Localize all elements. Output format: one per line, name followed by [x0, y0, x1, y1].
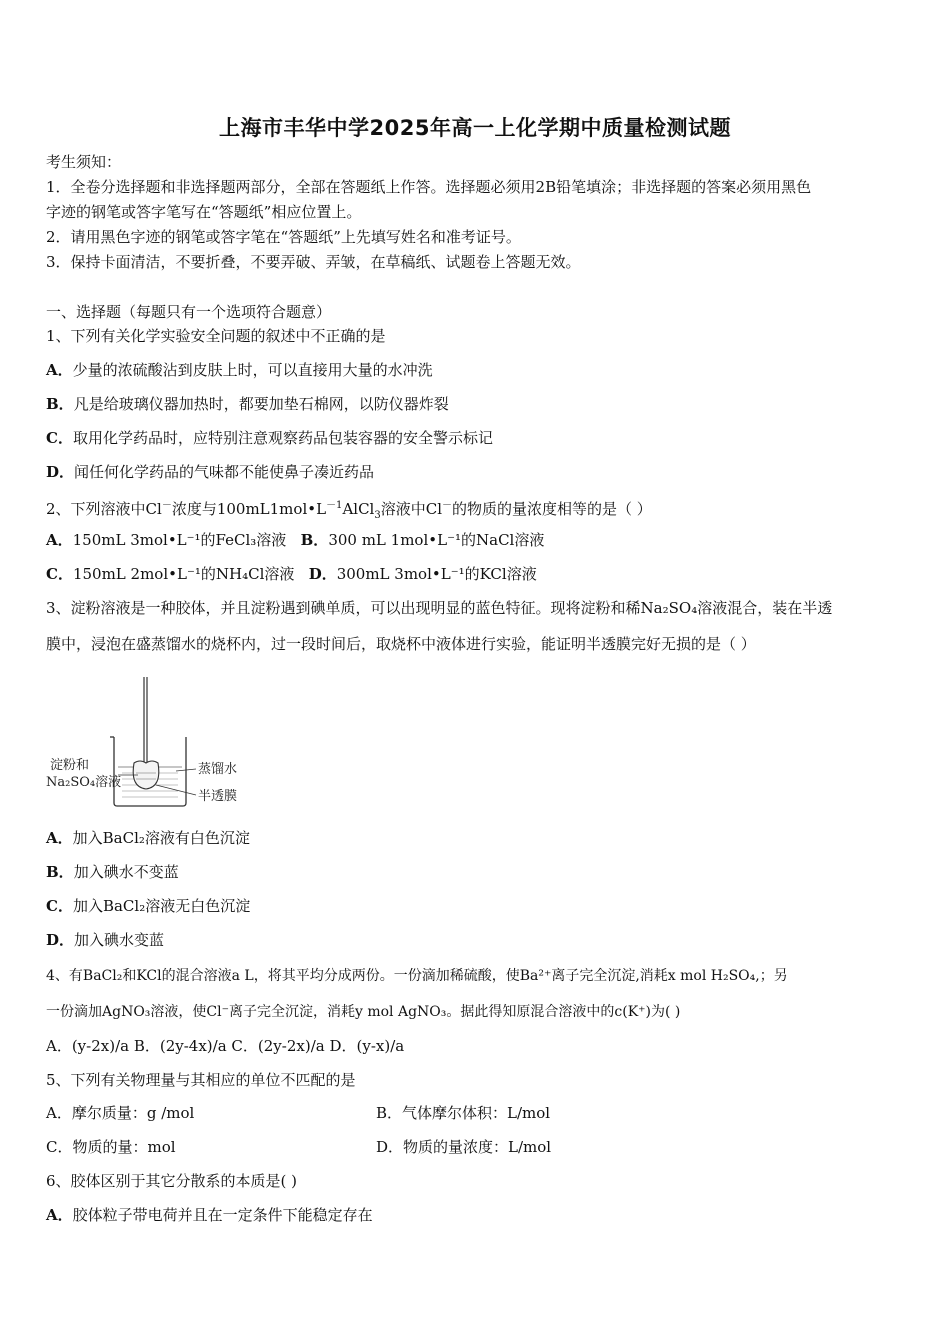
notice-item-1a: 1．全卷分选择题和非选择题两部分，全部在答题纸上作答。选择题必须用2B铅笔填涂；非选择题的答案必须用黑色	[46, 178, 812, 196]
q5-stem: 5、下列有关物理量与其相应的单位不匹配的是	[46, 1071, 356, 1089]
q5-option-a: A．摩尔质量：g /mol	[46, 1104, 195, 1122]
fig-label-distilled-water: 蒸馏水	[198, 762, 238, 777]
q5-option-b: B．气体摩尔体积：L/mol	[376, 1104, 551, 1122]
q6-stem: 6、胶体区别于其它分散系的本质是( )	[46, 1172, 298, 1190]
q1-stem: 1、下列有关化学实验安全问题的叙述中不正确的是	[46, 327, 386, 345]
q1-option-a: A．少量的浓硫酸沾到皮肤上时，可以直接用大量的水冲洗	[46, 361, 433, 379]
q3-stem-b: 膜中，浸泡在盛蒸馏水的烧杯内，过一段时间后，取烧杯中液体进行实验，能证明半透膜完好无损的是（ ）	[46, 635, 756, 653]
page-title: 上海市丰华中学2025年高一上化学期中质量检测试题	[219, 116, 731, 140]
q1-option-b: B．凡是给玻璃仪器加热时，都要加垫石棉网，以防仪器炸裂	[46, 395, 449, 413]
q2-stem: 2、下列溶液中Cl－浓度与$100mL1mol•L^{-1}AlCl_3$溶液中Cl－的物质的量浓度相等的是（ ）	[46, 500, 652, 521]
fig-label-starch: 淀粉和	[50, 758, 90, 773]
q3-option-a: A．加入BaCl₂溶液有白色沉淀	[46, 829, 250, 847]
q3-option-d: D．加入碘水变蓝	[46, 931, 165, 949]
q3-stem-a: 3、淀粉溶液是一种胶体，并且淀粉遇到碘单质，可以出现明显的蓝色特征。现将淀粉和稀Na₂SO₄溶液混合，装在半透	[46, 599, 833, 617]
q5-option-d: D．物质的量浓度：L/mol	[376, 1138, 552, 1156]
q4-stem-b: 一份滴加AgNO₃溶液，使Cl⁻离子完全沉淀，消耗y mol AgNO₃。据此得知原混合溶液中的c(K⁺)为( )	[46, 1004, 681, 1020]
q2-options-cd: C．150mL 2mol•L⁻¹的NH₄Cl溶液 D．300mL 3mol•L⁻¹的KCl溶液	[46, 565, 537, 583]
q2-options-ab: A．150mL 3mol•L⁻¹的FeCl₃溶液 B．300 mL 1mol•L⁻¹的NaCl溶液	[46, 531, 545, 549]
beaker-diagram	[46, 675, 246, 815]
notice-item-1b: 字迹的钢笔或答字笔写在“答题纸”相应位置上。	[46, 203, 362, 221]
q5-option-c: C．物质的量：mol	[46, 1138, 176, 1156]
fig-label-membrane: 半透膜	[198, 789, 238, 804]
q6-option-a: A．胶体粒子带电荷并且在一定条件下能稳定存在	[46, 1206, 373, 1224]
q1-option-d: D．闻任何化学药品的气味都不能使鼻子凑近药品	[46, 463, 375, 481]
notice-heading: 考生须知：	[46, 153, 122, 171]
notice-item-2: 2．请用黑色字迹的钢笔或答字笔在“答题纸”上先填写姓名和准考证号。	[46, 228, 521, 246]
q3-option-b: B．加入碘水不变蓝	[46, 863, 179, 881]
q3-option-c: C．加入BaCl₂溶液无白色沉淀	[46, 897, 251, 915]
q4-stem-a: 4、有BaCl₂和KCl的混合溶液a L，将其平均分成两份。一份滴加稀硫酸，使Ba²⁺离子完全沉淀,消耗x mol H₂SO₄,；另	[46, 968, 788, 984]
q1-option-c: C．取用化学药品时，应特别注意观察药品包装容器的安全警示标记	[46, 429, 493, 447]
q4-options: A．(y-2x)/a B．(2y-4x)/a C．(2y-2x)/a D．(y-x)/a	[46, 1037, 405, 1055]
fig-label-na2so4: Na₂SO₄溶液	[46, 775, 122, 790]
notice-item-3: 3．保持卡面清洁，不要折叠，不要弄破、弄皱，在草稿纸、试题卷上答题无效。	[46, 253, 581, 271]
section-heading: 一、选择题（每题只有一个选项符合题意）	[46, 303, 332, 321]
